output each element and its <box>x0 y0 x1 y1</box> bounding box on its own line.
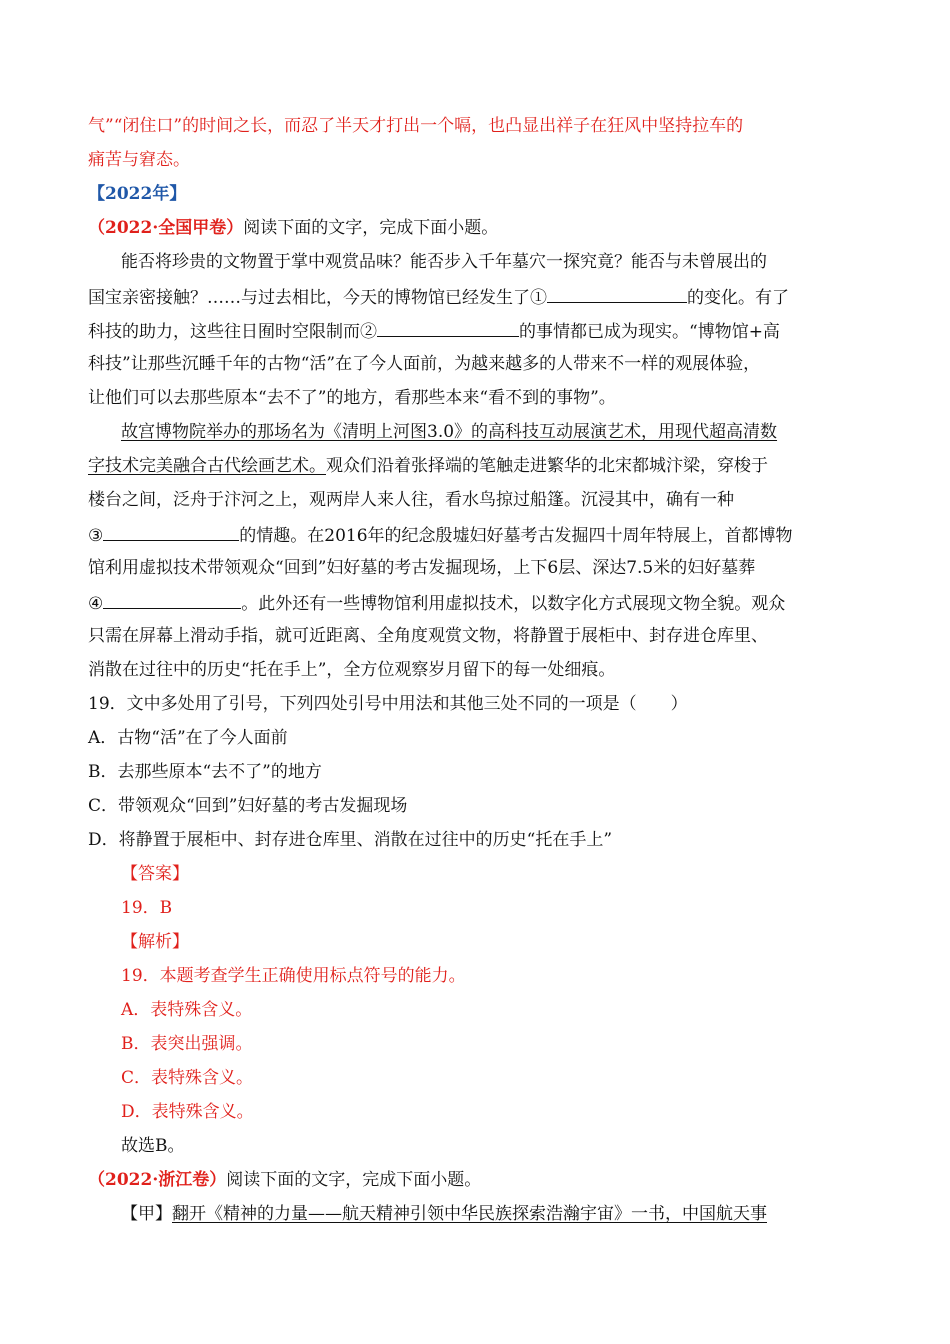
explanation-line: 19．本题考查学生正确使用标点符号的能力。 <box>121 966 466 986</box>
passage-line: 只需在屏幕上滑动手指，就可近距离、全角度观赏文物，将静置于展柜中、封存进仓库里、 <box>88 626 768 646</box>
passage-line <box>88 284 863 310</box>
passage-text: ④ <box>88 594 104 614</box>
source-tag: （2022·全国甲卷） <box>88 218 244 238</box>
underlined-passage-line: 故宫博物院举办的那场名为《清明上河图3.0》的高科技互动展演艺术，用现代超高清数 <box>121 422 778 442</box>
passage-line <box>121 1202 896 1226</box>
question-19: 19．文中多处用了引号，下列四处引号中用法和其他三处不同的一项是（ ） <box>88 694 688 714</box>
passage-text: 科技的助力，这些往日囿时空限制而② <box>88 322 377 342</box>
source-tag: （2022·浙江卷） <box>88 1170 227 1190</box>
source-line-1 <box>88 216 863 240</box>
passage-line: 能否将珍贵的文物置于掌中观赏品味？能否步入千年墓穴一探究竟？能否与未曾展出的 <box>121 252 767 272</box>
option-d: D．将静置于展柜中、封存进仓库里、消散在过往中的历史“托在手上” <box>88 830 613 850</box>
answer-text-line-2: 痛苦与窘态。 <box>88 150 190 170</box>
explanation-d: D．表特殊含义。 <box>121 1102 254 1122</box>
year-header: 【2022年】 <box>88 184 187 204</box>
source-line-2 <box>88 1168 863 1192</box>
passage-line <box>88 590 863 616</box>
instruction-text: 阅读下面的文字，完成下面小题。 <box>226 1170 482 1190</box>
passage-text: 的事情都已成为现实。“博物馆+高 <box>519 322 780 342</box>
underlined-passage-text: 翻开《精神的力量——航天精神引领中华民族探索浩瀚宇宙》一书，中国航天事 <box>172 1204 767 1224</box>
answer-value: 19．B <box>121 898 173 918</box>
passage-line: 楼台之间，泛舟于汴河之上，观两岸人来人往，看水鸟掠过船篷。沉浸其中，确有一种 <box>88 490 734 510</box>
passage-line <box>88 522 863 548</box>
blank-3 <box>103 522 239 541</box>
instruction-text: 阅读下面的文字，完成下面小题。 <box>243 218 499 238</box>
passage-line: 让他们可以去那些原本“去不了”的地方，看那些本来“看不到的事物”。 <box>88 388 616 408</box>
explanation-c: C．表特殊含义。 <box>121 1068 254 1088</box>
passage-text: 观众们沿着张择端的笔触走进繁华的北宋都城汴梁，穿梭于 <box>326 456 768 476</box>
passage-text: 的变化。有了 <box>687 288 789 308</box>
passage-line <box>88 318 863 344</box>
option-b: B．去那些原本“去不了”的地方 <box>88 762 322 782</box>
explanation-a: A．表特殊含义。 <box>121 1000 253 1020</box>
answer-label: 【答案】 <box>121 864 189 884</box>
passage-line: 馆利用虚拟技术带领观众“回到”妇好墓的考古发掘现场，上下6层、深达7.5米的妇好墓葬 <box>88 558 756 578</box>
passage-line: 消散在过往中的历史“托在手上”，全方位观察岁月留下的每一处细痕。 <box>88 660 616 680</box>
passage-text: ③ <box>88 526 104 546</box>
option-a: A．古物“活”在了今人面前 <box>88 728 288 748</box>
option-c: C．带领观众“回到”妇好墓的考古发掘现场 <box>88 796 408 816</box>
passage-line: 科技”让那些沉睡千年的古物“活”在了今人面前，为越来越多的人带来不一样的观展体验， <box>88 354 761 374</box>
passage-text: 国宝亲密接触？……与过去相比，今天的博物馆已经发生了① <box>88 288 547 308</box>
passage-label: 【甲】 <box>121 1204 172 1224</box>
passage-text: 。此外还有一些博物馆利用虚拟技术，以数字化方式展现文物全貌。观众 <box>241 594 786 614</box>
final-choice: 故选B。 <box>121 1136 185 1156</box>
blank-4 <box>103 590 241 609</box>
blank-1 <box>547 284 687 303</box>
explanation-label: 【解析】 <box>121 932 189 952</box>
passage-line <box>88 454 863 478</box>
explanation-b: B．表突出强调。 <box>121 1034 253 1054</box>
answer-text-line-1: 气”“闭住口”的时间之长，而忍了半天才打出一个嗝，也凸显出祥子在狂风中坚持拉车的 <box>88 116 744 136</box>
blank-2 <box>377 318 519 337</box>
passage-text: 的情趣。在2016年的纪念殷墟妇好墓考古发掘四十周年特展上，首都博物 <box>239 526 793 546</box>
underlined-passage-text: 字技术完美融合古代绘画艺术。 <box>88 456 326 476</box>
